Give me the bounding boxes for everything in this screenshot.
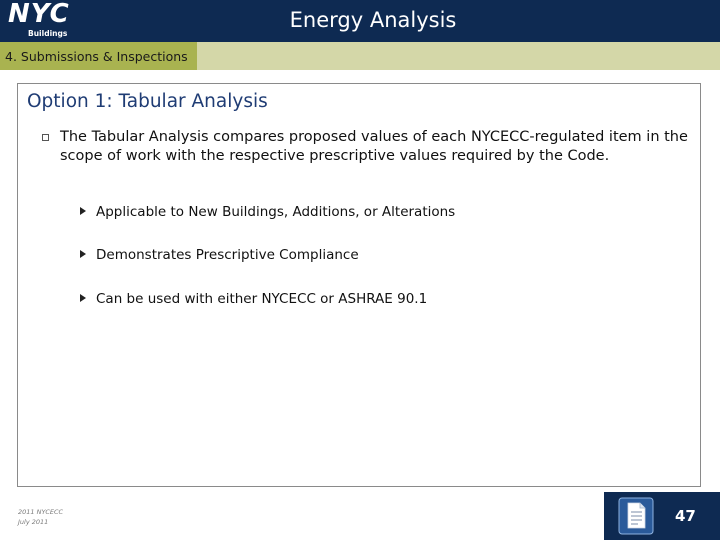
document-icon[interactable] (618, 497, 654, 535)
main-bullet (60, 128, 690, 166)
sub-bullet (80, 203, 455, 221)
page-number: 47 (675, 507, 696, 525)
footer-bar (604, 492, 720, 540)
main-bullet-text: The Tabular Analysis compares proposed values of each NYCECC-regulated item in the scope of work with the respective prescriptive values required by the Code. (60, 129, 688, 164)
sub-bullet-text: Can be used with either NYCECC or ASHRAE 90.1 (96, 291, 428, 307)
sub-bullet-text: Demonstrates Prescriptive Compliance (96, 247, 359, 263)
sub-bullet-text: Applicable to New Buildings, Additions, or Alterations (96, 204, 456, 220)
sub-bullet (80, 246, 359, 264)
content-box (17, 83, 701, 487)
logo-main-text: NYC (8, 0, 70, 29)
sub-bullet (80, 290, 427, 308)
square-bullet-icon (42, 134, 49, 141)
section-label: 4. Submissions & Inspections (5, 49, 188, 64)
arrow-bullet-icon (80, 250, 86, 258)
arrow-bullet-icon (80, 294, 86, 302)
slide-title (0, 6, 720, 34)
section-bar (0, 42, 720, 70)
footer-date: July 2011 (18, 518, 49, 526)
logo-sub-text: Buildings (28, 29, 68, 38)
header-bar (0, 0, 720, 42)
arrow-bullet-icon (80, 207, 86, 215)
slide-title-text: Energy Analysis (289, 8, 457, 32)
footer-code: 2011 NYCECC (18, 508, 64, 516)
content-heading: Option 1: Tabular Analysis (27, 91, 268, 112)
footer-info (18, 507, 63, 527)
